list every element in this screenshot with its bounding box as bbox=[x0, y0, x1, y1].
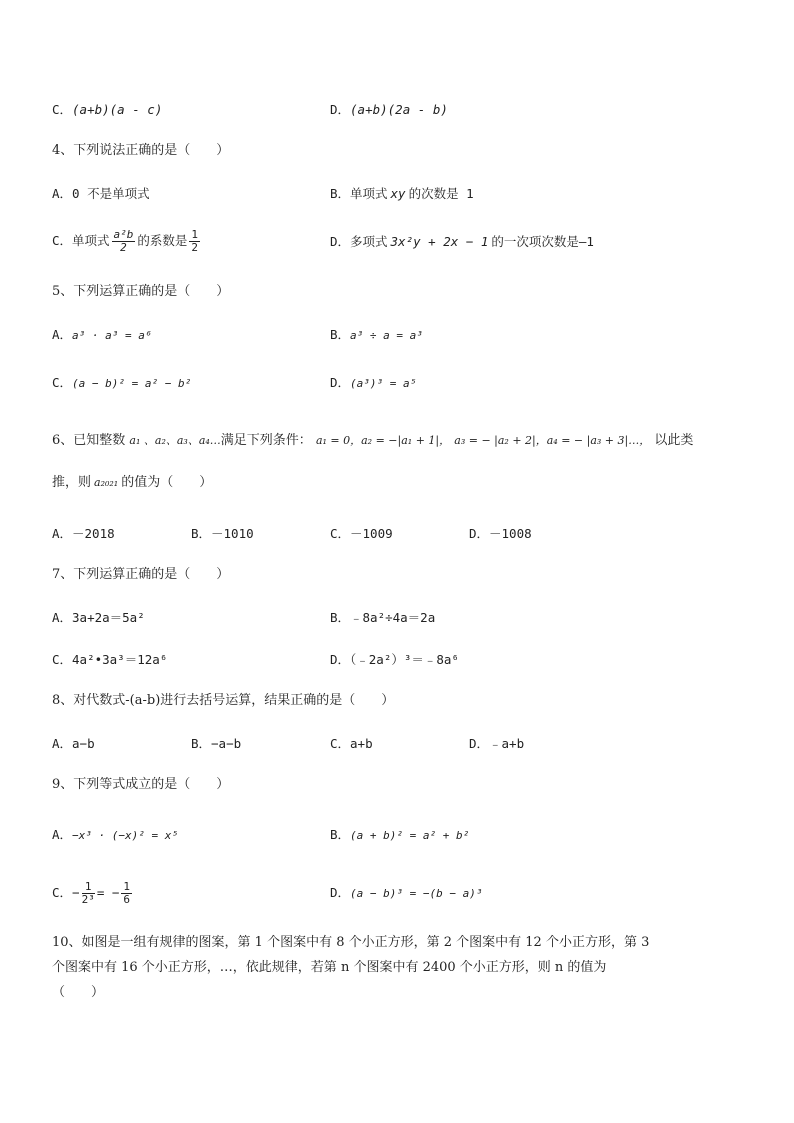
math-expression: (a − b)² = a² − b² bbox=[72, 377, 192, 390]
q4-option-b bbox=[330, 185, 474, 203]
math-expression: (a + b)² = a² + b² bbox=[350, 829, 470, 842]
q3-option-d bbox=[330, 101, 448, 119]
q7-option-c: C．4a²•3a³＝12a⁶ bbox=[52, 652, 168, 667]
math-expression: a₁ = 0，a₂ = −|a₁ + 1|， bbox=[315, 434, 451, 447]
math-expression: a³ ÷ a = a³ bbox=[350, 329, 423, 342]
stem-text: 的值为（ ） bbox=[121, 475, 213, 490]
option-label: B． bbox=[330, 827, 351, 842]
q7-option-b: B．﹣8a²÷4a＝2a bbox=[330, 610, 436, 625]
q7-option-a: A．3a+2a＝5a² bbox=[52, 610, 145, 625]
fraction bbox=[189, 229, 200, 254]
q5-stem: 5、下列运算正确的是（ ） bbox=[52, 284, 230, 299]
q6-option-b: B．－1010 bbox=[191, 526, 254, 541]
q10-stem-line3: （ ） bbox=[52, 985, 105, 1000]
fraction-denominator: 2³ bbox=[81, 893, 95, 906]
fraction-denominator: 2 bbox=[191, 241, 199, 254]
option-label: D． bbox=[330, 102, 351, 117]
stem-text: 6、已知整数 bbox=[52, 433, 126, 448]
minus-sign: − bbox=[72, 885, 80, 900]
q6-option-c: C．－1009 bbox=[330, 526, 393, 541]
option-text: 的次数是 1 bbox=[408, 186, 474, 201]
option-label: B． bbox=[330, 327, 351, 342]
fraction bbox=[121, 881, 132, 906]
q8-option-c: C．a+b bbox=[330, 736, 373, 751]
q5-option-a bbox=[52, 326, 152, 345]
math-expression: a₁ 、a₂、a₃、a₄… bbox=[129, 434, 221, 447]
q5-option-b bbox=[330, 326, 423, 345]
option-text: D．多项式 bbox=[330, 234, 388, 249]
option-text: C．单项式 bbox=[52, 233, 110, 248]
q8-option-a: A．a−b bbox=[52, 736, 95, 751]
q7-option-d: D．（﹣2a²）³＝﹣8a⁶ bbox=[330, 652, 459, 667]
fraction bbox=[112, 229, 136, 254]
q7-stem: 7、下列运算正确的是（ ） bbox=[52, 567, 230, 582]
q9-stem: 9、下列等式成立的是（ ） bbox=[52, 777, 230, 792]
option-text: B．单项式 bbox=[330, 186, 388, 201]
stem-text: 以此类 bbox=[654, 433, 694, 448]
q9-option-c bbox=[52, 878, 134, 908]
fraction-numerator: 1 bbox=[191, 228, 199, 241]
q4-option-c bbox=[52, 226, 202, 256]
fraction-numerator: a²b bbox=[113, 228, 134, 241]
math-expression: (a³)³ = a⁵ bbox=[350, 377, 417, 390]
q8-stem: 8、对代数式-(a-b)进行去括号运算，结果正确的是（ ） bbox=[52, 693, 395, 708]
option-label: C． bbox=[52, 375, 73, 390]
q6-stem-line1 bbox=[52, 432, 693, 450]
equals-sign: = − bbox=[96, 885, 120, 900]
q9-option-b bbox=[330, 826, 469, 845]
q5-option-c bbox=[52, 374, 191, 393]
q8-option-b: B．−a−b bbox=[191, 736, 242, 751]
q4-stem: 4、下列说法正确的是（ ） bbox=[52, 143, 230, 158]
q9-option-a bbox=[52, 826, 178, 845]
q5-option-d bbox=[330, 374, 416, 393]
fraction-numerator: 1 bbox=[123, 880, 131, 893]
option-label: D． bbox=[330, 885, 351, 900]
fraction-numerator: 1 bbox=[82, 881, 95, 894]
q6-option-d: D．－1008 bbox=[469, 526, 532, 541]
option-label: A． bbox=[52, 827, 73, 842]
q10-stem-line2: 个图案中有 16 个小正方形，…，依此规律，若第 n 个图案中有 2400 个小正方形，则 n 的值为 bbox=[52, 960, 607, 975]
variable: xy bbox=[390, 186, 406, 201]
option-label: D． bbox=[330, 375, 351, 390]
fraction-denominator: 6 bbox=[123, 893, 131, 906]
option-text: (a+b)(a - c) bbox=[72, 102, 163, 117]
q9-option-d bbox=[330, 884, 482, 903]
math-expression: (a − b)³ = −(b − a)³ bbox=[350, 887, 483, 900]
option-label: A． bbox=[52, 327, 73, 342]
math-expression: 3x²y + 2x − 1 bbox=[390, 234, 489, 249]
q6-option-a: A．－2018 bbox=[52, 526, 115, 541]
q8-option-d: D．﹣a+b bbox=[469, 736, 525, 751]
q4-option-d bbox=[330, 233, 594, 251]
option-text: 的系数是 bbox=[137, 233, 188, 248]
option-text: (a+b)(2a - b) bbox=[350, 102, 448, 117]
math-expression: a³ · a³ = a⁶ bbox=[72, 329, 152, 342]
math-expression: a₃ = − |a₂ + 2|，a₄ = − |a₃ + 3|…， bbox=[454, 434, 651, 447]
fraction bbox=[82, 881, 95, 906]
option-label: C． bbox=[52, 885, 73, 900]
math-expression: −x³ · (−x)² = x⁵ bbox=[72, 829, 178, 842]
fraction-denominator: 2 bbox=[120, 241, 127, 254]
option-text: 的一次项次数是—1 bbox=[491, 234, 594, 249]
math-expression: a₂₀₂₁ bbox=[94, 476, 119, 489]
q4-option-a: A．0 不是单项式 bbox=[52, 186, 150, 201]
q3-option-c bbox=[52, 101, 162, 119]
option-label: C． bbox=[52, 102, 73, 117]
q6-stem-line2 bbox=[52, 474, 212, 492]
stem-text: 满足下列条件： bbox=[220, 433, 312, 448]
stem-text: 推，则 bbox=[52, 475, 92, 490]
q10-stem-line1: 10、如图是一组有规律的图案，第 1 个图案中有 8 个小正方形，第 2 个图案中有 12 个小正方形，第 3 bbox=[52, 935, 650, 950]
